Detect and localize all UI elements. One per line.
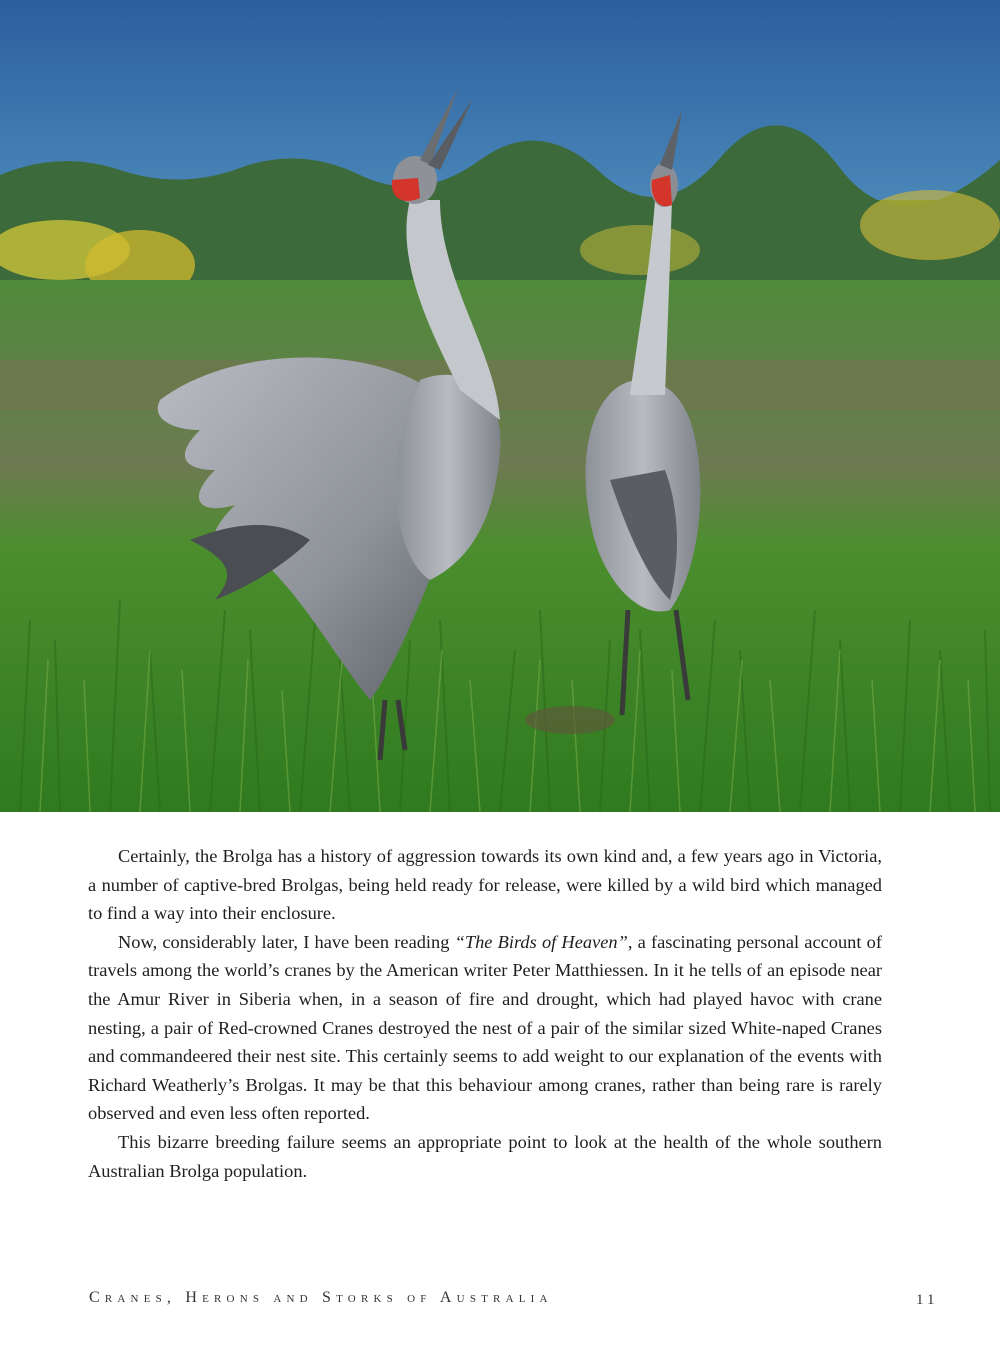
paragraph-2 bbox=[88, 928, 882, 1128]
running-footer-title: Cranes, Herons and Storks of Australia bbox=[89, 1289, 553, 1306]
body-text bbox=[88, 842, 882, 1185]
book-title-reference: “The Birds of Heaven” bbox=[454, 931, 628, 952]
paragraph-2-end: , a fascinating personal account of travels among the world’s cranes by the American writer Peter Matthiessen. In it he tells of an episode near the Amur River in Siberia when, in a season of fire and drought, which had played havoc with crane nesting, a pair of Red-crowned Cranes destroyed the nest of a pair of the similar sized White-naped Cranes and commandeered their nest site. This certainly seems to add weight to our explanation of the events with Richard Weatherly’s Brolgas. It may be that this behaviour among cranes, rather than being rare is rarely observed and even less often reported. bbox=[88, 931, 882, 1124]
page-number: 11 bbox=[916, 1292, 939, 1308]
paragraph-2-start: Now, considerably later, I have been reading bbox=[118, 931, 455, 952]
paragraph-3: This bizarre breeding failure seems an appropriate point to look at the health of the whole southern Australian Brolga population. bbox=[88, 1131, 882, 1181]
paragraph-1: Certainly, the Brolga has a history of aggression towards its own kind and, a few years ago in Victoria, a number of captive-bred Brolgas, being held ready for release, were killed by a wild bird which managed to find a way into their enclosure. bbox=[88, 846, 882, 924]
